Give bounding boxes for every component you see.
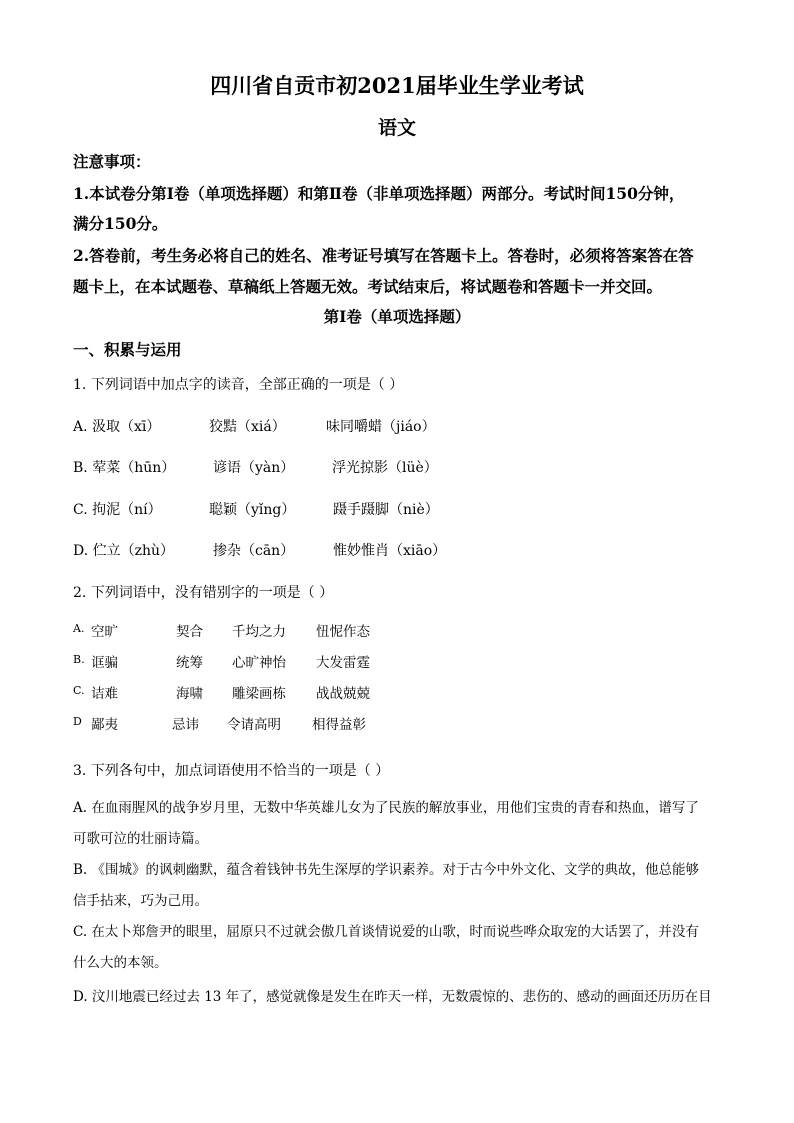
q3-stem: 3. 下列各句中，加点词语使用不恰当的一项是（ ） [73,763,390,779]
q2-option-b-letter: B. [73,653,85,666]
q2-option-a-word1: 空旷 [91,624,118,640]
q1-option-d-word1: D. 伫立（zhù） [73,543,175,559]
q2-option-d-letter: D [73,715,82,728]
q2-option-b-word2: 统筹 [176,655,203,671]
q2-option-c-word3: 雕梁画栋 [232,686,286,702]
q3-option-c-line1: C. 在太卜郑詹尹的眼里，屈原只不过就会傲几首谈情说爱的山歌，时而说些哗众取宠的大话罢了，并没有 [73,924,699,940]
q2-option-b-word3: 心旷神怡 [232,655,286,671]
q2-option-c-word4: 战战兢兢 [316,686,370,702]
q1-option-a-word1: A. 汲取（xī） [73,419,161,435]
q3-option-d-line1: D. 汶川地震已经过去 13 年了，感觉就像是发生在昨天一样，无数震惊的、悲伤的、感动的画面还历历在目 [73,989,712,1005]
q1-option-c-word3: 蹑手蹑脚（niè） [333,502,439,518]
q1-option-d-word2: 掺杂（cān） [213,543,295,559]
notice-item2-line2: 题卡上，在本试题卷、草稿纸上答题无效。考试结束后，将试题卷和答题卡一并交回。 [73,277,663,296]
q2-option-c-letter: C. [73,684,85,697]
q2-stem: 2. 下列词语中，没有错别字的一项是（ ） [73,585,334,601]
q2-option-a-letter: A. [73,622,85,635]
q1-option-c-word1: C. 拘泥（ní） [73,502,162,518]
q2-option-d-word3: 令请高明 [227,717,281,733]
q1-option-b-word2: 谚语（yàn） [213,460,295,476]
q2-option-d-word2: 忌讳 [172,717,199,733]
notice-item2-line1: 2.答卷前，考生务必将自己的姓名、准考证号填写在答题卡上。答卷时，必须将答案答在答 [73,246,694,265]
q1-stem: 1. 下列词语中加点字的读音，全部正确的一项是（ ） [73,377,404,393]
q2-option-a-word3: 千均之力 [232,624,286,640]
q1-option-c-word2: 聪颖（yǐng） [209,502,296,518]
notice-item1-line2: 满分150分。 [73,214,168,233]
q1-option-b-word1: B. 荤菜（hūn） [73,460,176,476]
q3-option-c-line2: 什么大的本领。 [73,955,168,971]
q1-option-a-word2: 狡黠（xiá） [209,419,286,435]
q2-option-a-word4: 忸怩作态 [316,624,370,640]
part1-heading: 第Ⅰ卷（单项选择题） [323,307,471,326]
subject-title: 语文 [377,117,416,139]
q1-option-d-word3: 惟妙惟肖（xiāo） [333,543,447,559]
page-title: 四川省自贡市初2021届毕业生学业考试 [210,73,584,98]
q2-option-c-word1: 诘难 [91,686,118,702]
q3-option-b-line1: B. 《围城》的讽刺幽默，蕴含着钱钟书先生深厚的学识素养。对于古今中外文化、文学的典故，他总能够 [73,862,700,878]
q3-option-a-line1: A. 在血雨腥风的战争岁月里，无数中华英雄儿女为了民族的解放事业，用他们宝贵的青春和热血，谱写了 [73,800,699,816]
q2-option-b-word1: 诓骗 [91,655,118,671]
notice-item1-line1: 1.本试卷分第Ⅰ卷（单项选择题）和第Ⅱ卷（非单项选择题）两部分。考试时间150分钟， [73,184,685,203]
q2-option-a-word2: 契合 [176,624,203,640]
q2-option-d-word1: 鄙夷 [91,717,118,733]
q1-option-b-word3: 浮光掠影（lüè） [332,460,438,476]
q2-option-b-word4: 大发雷霆 [316,655,370,671]
section-heading: 一、积累与运用 [73,340,182,359]
q3-option-a-line2: 可歌可泣的壮丽诗篇。 [73,831,208,847]
q2-option-c-word2: 海啸 [176,686,203,702]
notice-heading: 注意事项： [73,152,151,171]
q1-option-a-word3: 味同嚼蜡（jiáo） [326,419,436,435]
q2-option-d-word4: 相得益彰 [312,717,366,733]
q3-option-b-line2: 信手拈来，巧为己用。 [73,893,208,909]
